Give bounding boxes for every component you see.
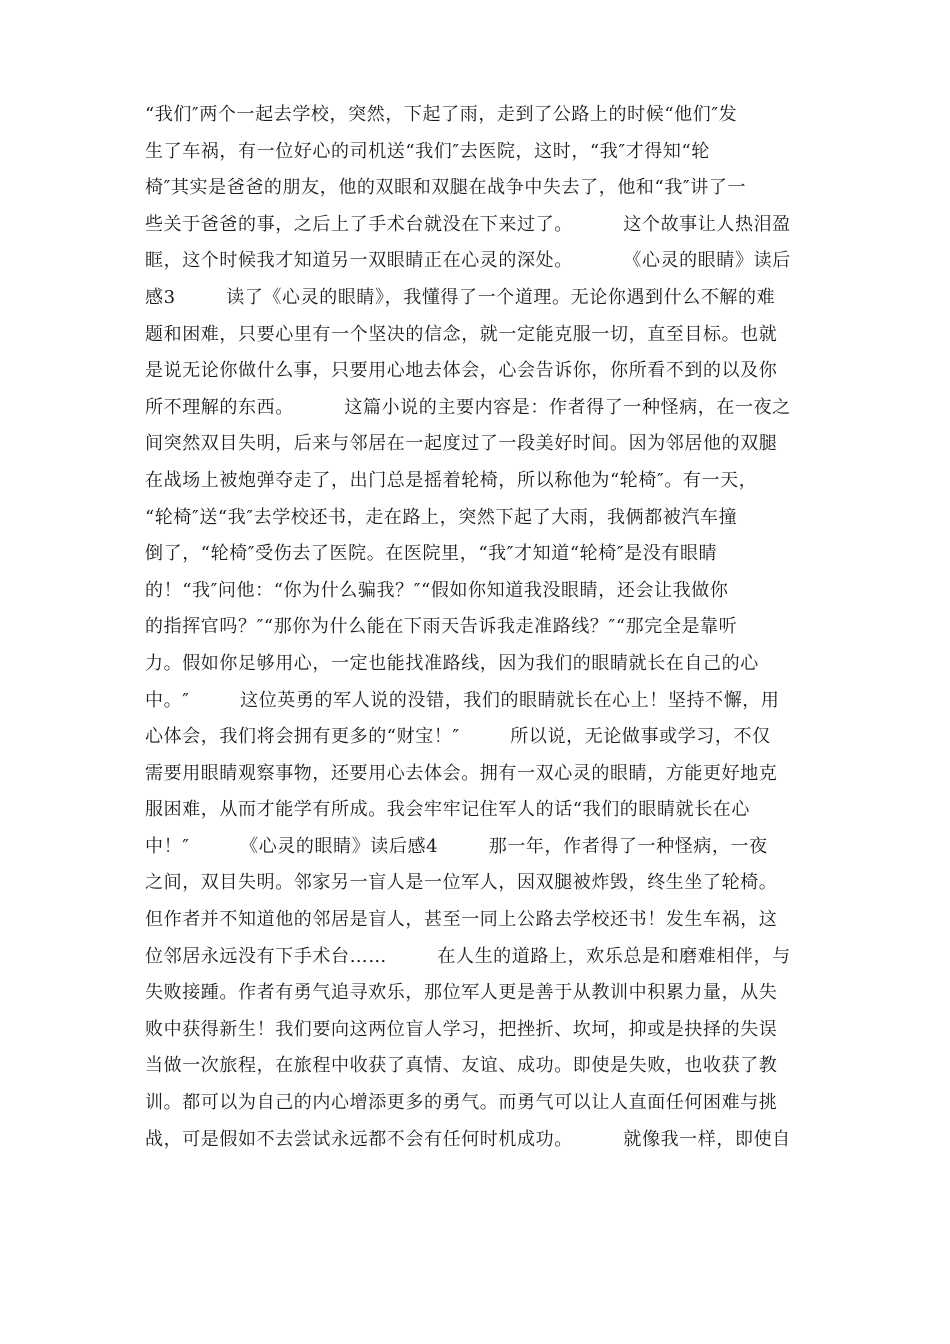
text-line: 当做一次旅程，在旅程中收获了真情、友谊、成功。即使是失败，也收获了教 bbox=[145, 1055, 778, 1077]
text-line: 之间，双目失明。邻家另一盲人是一位军人，因双腿被炸毁，终生坐了轮椅。 bbox=[145, 872, 778, 894]
text-line: “我们″两个一起去学校，突然，下起了雨，走到了公路上的时候“他们″发 bbox=[145, 104, 738, 125]
text-line: 位邻居永远没有下手术台…… 在人生的道路上，欢乐总是和磨难相伴，与 bbox=[145, 945, 791, 967]
text-line: 但作者并不知道他的邻居是盲人，甚至一同上公路去学校还书！发生车祸，这 bbox=[145, 909, 778, 931]
text-line: 失败接踵。作者有勇气追寻欢乐，那位军人更是善于从教训中积累力量，从失 bbox=[145, 982, 778, 1004]
text-line: “轮椅″送“我″去学校还书，走在路上，突然下起了大雨，我俩都被汽车撞 bbox=[145, 506, 738, 528]
text-line: 心体会，我们将会拥有更多的“财宝！″ 所以说，无论做事或学习，不仅 bbox=[145, 726, 771, 748]
text-line: 中。″ 这位英勇的军人说的没错，我们的眼睛就长在心上！坚持不懈，用 bbox=[145, 689, 780, 711]
text-line: 训。都可以为自己的内心增添更多的勇气。而勇气可以让人直面任何困难与挑 bbox=[145, 1092, 778, 1114]
text-line: 的！“我″问他：“你为什么骗我？″“假如你知道我没眼睛，还会让我做你 bbox=[145, 579, 729, 601]
text-line: 眶，这个时候我才知道另一双眼睛正在心灵的深处。 《心灵的眼睛》读后 bbox=[145, 250, 791, 272]
text-line: 的指挥官吗？″“那你为什么能在下雨天告诉我走准路线？″“那完全是靠听 bbox=[145, 616, 738, 638]
text-line: 中！″ 《心灵的眼睛》读后感4 那一年，作者得了一种怪病，一夜 bbox=[145, 835, 768, 857]
text-line: 题和困难，只要心里有一个坚决的信念，就一定能克服一切，直至目标。也就 bbox=[145, 323, 778, 345]
text-line: 些关于爸爸的事，之后上了手术台就没在下来过了。 这个故事让人热泪盈 bbox=[145, 213, 791, 235]
text-line: 倒了，“轮椅″受伤去了医院。在医院里，“我″才知道“轮椅″是没有眼睛 bbox=[145, 543, 718, 565]
text-line: 服困难，从而才能学有所成。我会牢牢记住军人的话“我们的眼睛就长在心 bbox=[145, 799, 750, 821]
text-line: 生了车祸，有一位好心的司机送“我们″去医院，这时，“我″才得知“轮 bbox=[145, 140, 710, 162]
text-line: 在战场上被炮弹夺走了，出门总是摇着轮椅，所以称他为“轮椅″。有一天， bbox=[145, 469, 758, 491]
essay-body bbox=[145, 97, 815, 1158]
text-line: 需要用眼睛观察事物，还要用心去体会。拥有一双心灵的眼睛，方能更好地克 bbox=[145, 762, 778, 784]
text-line: 败中获得新生！我们要向这两位盲人学习，把挫折、坎坷，抑或是抉择的失误 bbox=[145, 1018, 778, 1040]
text-line: 是说无论你做什么事，只要用心地去体会，心会告诉你，你所看不到的以及你 bbox=[145, 360, 778, 382]
text-line: 间突然双目失明，后来与邻居在一起度过了一段美好时间。因为邻居他的双腿 bbox=[145, 433, 778, 455]
text-line: 所不理解的东西。 这篇小说的主要内容是：作者得了一种怪病，在一夜之 bbox=[145, 396, 791, 418]
text-line: 力。假如你足够用心，一定也能找准路线，因为我们的眼睛就长在自己的心 bbox=[145, 652, 759, 674]
text-line: 感3 读了《心灵的眼睛》，我懂得了一个道理。无论你遇到什么不解的难 bbox=[145, 286, 776, 308]
text-line: 椅″其实是爸爸的朋友，他的双眼和双腿在战争中失去了，他和“我″讲了一 bbox=[145, 177, 747, 199]
text-line: 战，可是假如不去尝试永远都不会有任何时机成功。 就像我一样，即使自 bbox=[145, 1128, 791, 1150]
